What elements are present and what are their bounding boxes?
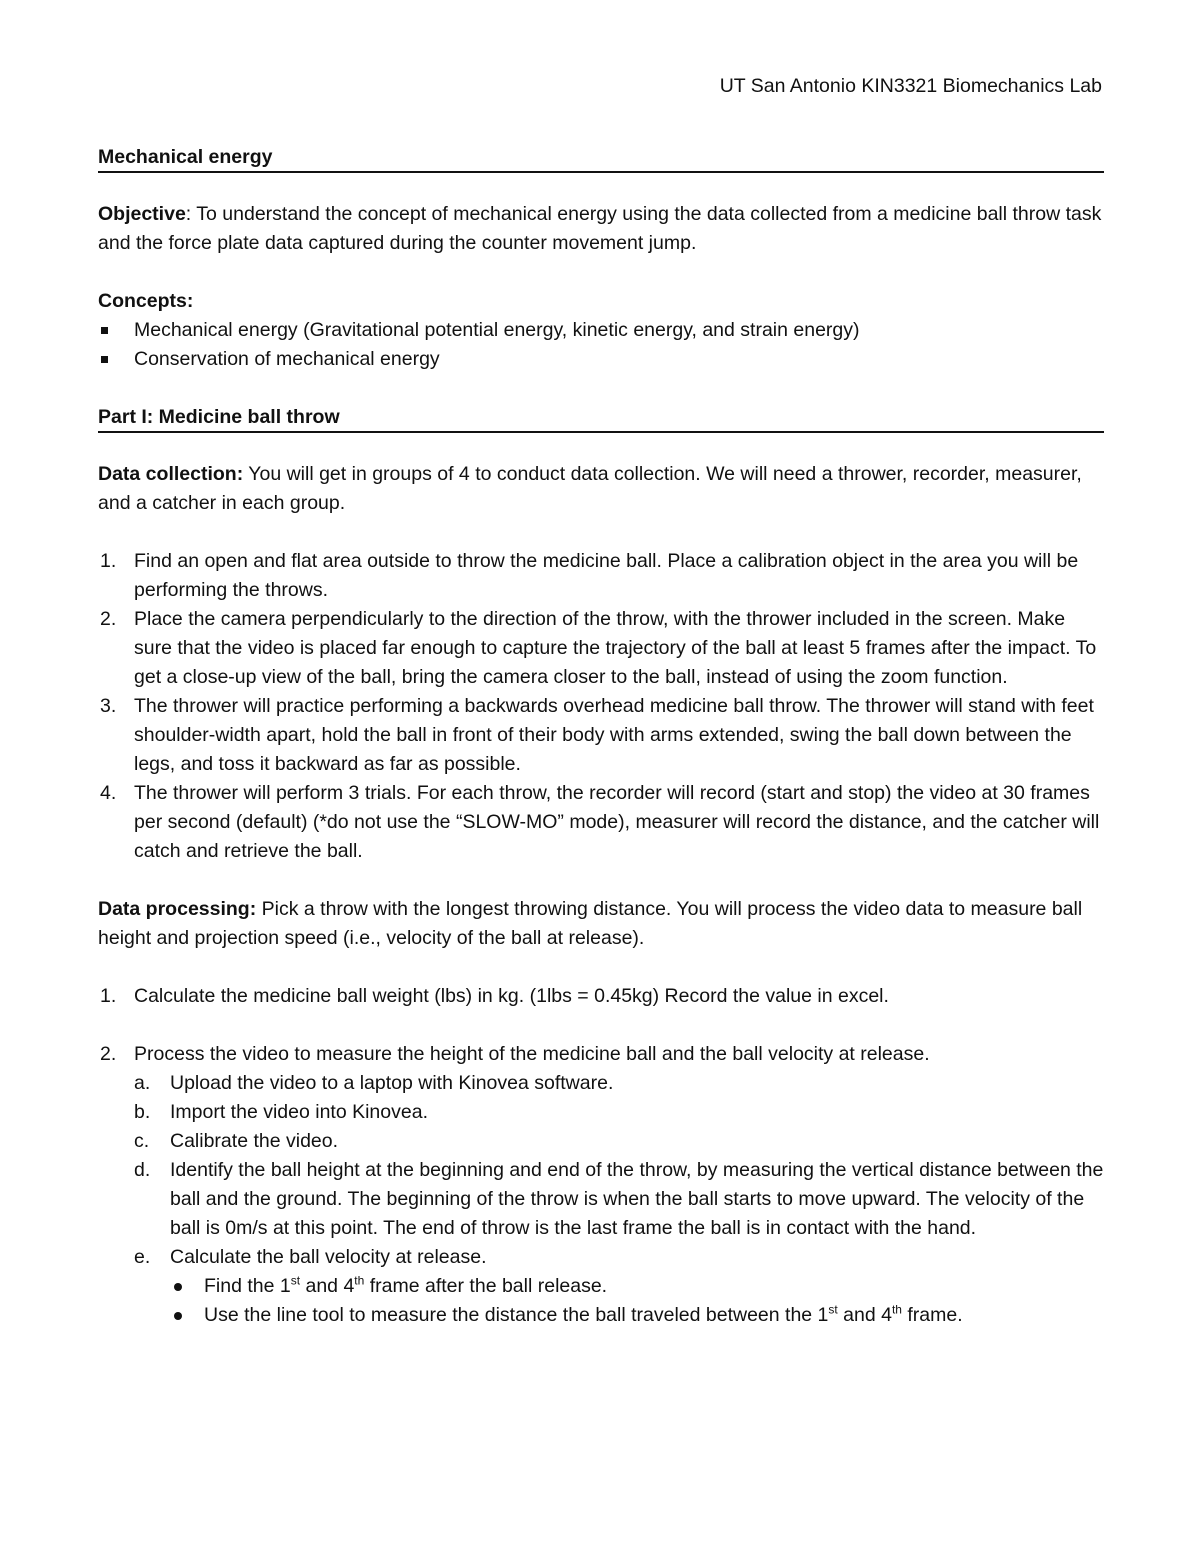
running-head: UT San Antonio KIN3321 Biomechanics Lab	[719, 75, 1102, 97]
list-item: 1. Calculate the medicine ball weight (lbs) in kg. (1lbs = 0.45kg) Record the value in excel.	[100, 985, 889, 1007]
document-body	[98, 143, 1104, 1330]
data-collection-steps	[98, 547, 1104, 866]
section-title-part1: Part I: Medicine ball throw	[98, 403, 1104, 433]
list-item: c. Calibrate the video.	[134, 1130, 339, 1152]
list-item: 2. Place the camera perpendicularly to the direction of the throw, with the thrower included in the screen. Make sure that the video is placed far enough to capture the trajectory of the ball at least 5 frames after the impact. To get a close-up view of the ball, bring the camera closer to the ball, instead of using the zoom function.	[100, 608, 1097, 688]
page-title: Mechanical energy	[98, 143, 1104, 173]
list-item: d. Identify the ball height at the beginning and end of the throw, by measuring the vertical distance between the ball and the ground. The beginning of the throw is when the ball starts to move upward. The velocity of the ball is 0m/s at this point. The end of throw is the last frame the ball is in contact with the hand.	[134, 1159, 1104, 1239]
list-item: e. Calculate the ball velocity at release. Find the 1st and 4th frame after the ball release. Use the line tool to measure the distance the ball traveled between the 1st and 4th frame.	[134, 1243, 1104, 1330]
list-item: Use the line tool to measure the distance the ball traveled between the 1st and 4th frame.	[170, 1301, 1104, 1330]
bullet-list	[170, 1272, 1104, 1330]
list-item: Conservation of mechanical energy	[98, 345, 1104, 374]
list-item: 4. The thrower will perform 3 trials. For each throw, the recorder will record (start and stop) the video at 30 frames per second (default) (*do not use the “SLOW-MO” mode), measurer will record the distance, and the catcher will catch and retrieve the ball.	[100, 782, 1100, 862]
data-collection-text: You will get in groups of 4 to conduct data collection. We will need a thrower, recorder, measurer, and a catcher in each group.	[98, 463, 1082, 514]
list-item: 2. Process the video to measure the height of the medicine ball and the ball velocity at release. a. Upload the video to a laptop with Kinovea software. b. Import the video into Kinovea. c. Calibrate the video. d. Identify the ball height at the beginning and end of the throw, by measuring the vertical distance between the ball and the ground. The beginning of the throw is when the ball starts to move upward. The velocity of the ball is 0m/s at this point. The end of throw is the last frame the ball is in contact with the hand. e. Calculate the ball velocity at release. Find the 1st and 4th frame after the ball release. Use the line tool to measure the distance the ball traveled between the 1st and 4th frame.	[98, 1040, 1104, 1330]
objective-label: Objective	[98, 203, 186, 225]
list-item: 3. The thrower will practice performing a backwards overhead medicine ball throw. The thrower will stand with feet shoulder-width apart, hold the ball in front of their body with arms extended, swing the ball down between the legs, and toss it backward as far as possible.	[100, 695, 1094, 775]
objective-paragraph	[98, 200, 1104, 258]
data-processing-step2	[98, 1040, 1104, 1330]
list-item: Find the 1st and 4th frame after the ball release.	[170, 1272, 1104, 1301]
data-processing-step1	[98, 982, 1104, 1011]
objective-text: : To understand the concept of mechanical energy using the data collected from a medicine ball throw task and the force plate data captured during the counter movement jump.	[98, 203, 1102, 254]
data-collection-paragraph	[98, 460, 1104, 518]
data-processing-paragraph	[98, 895, 1104, 953]
data-collection-label: Data collection:	[98, 463, 244, 485]
list-item: a. Upload the video to a laptop with Kinovea software.	[134, 1072, 614, 1094]
data-processing-text: Pick a throw with the longest throwing distance. You will process the video data to measure ball height and projection speed (i.e., velocity of the ball at release).	[98, 898, 1083, 949]
data-processing-label: Data processing:	[98, 898, 257, 920]
concepts-list	[98, 316, 1104, 374]
list-item: Mechanical energy (Gravitational potential energy, kinetic energy, and strain energy)	[98, 316, 1104, 345]
concepts-label: Concepts:	[98, 290, 194, 312]
list-item: 1. Find an open and flat area outside to throw the medicine ball. Place a calibration object in the area you will be performing the throws.	[100, 550, 1079, 601]
list-item: b. Import the video into Kinovea.	[134, 1101, 428, 1123]
substep-list	[98, 1069, 1104, 1330]
